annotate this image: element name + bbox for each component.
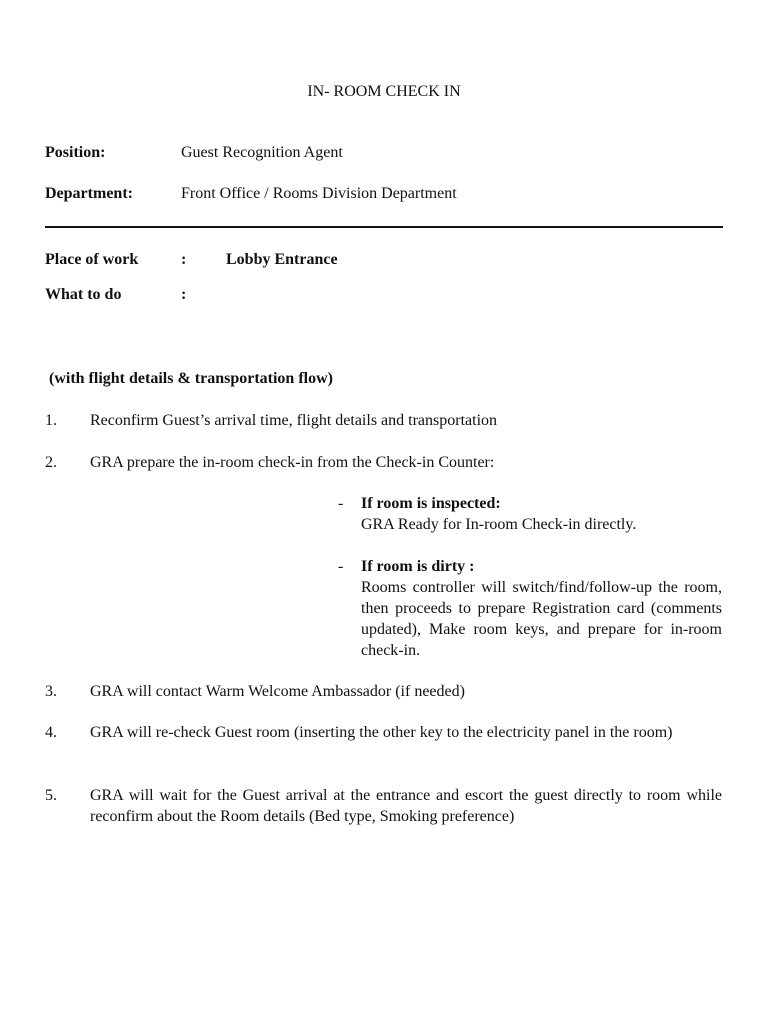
document-title: IN- ROOM CHECK IN xyxy=(307,83,461,100)
sub-item-text: GRA Ready for In-room Check-in directly. xyxy=(361,516,637,533)
place-of-work-label: Place of work xyxy=(45,251,139,268)
step-text: GRA will re-check Guest room (inserting the other key to the electricity panel in the room) xyxy=(90,724,673,741)
step-text: GRA will wait for the Guest arrival at the entrance and escort the guest directly to room while reconfirm about the Room details (Bed type, Smoking preference) xyxy=(90,787,722,825)
step-text: GRA will contact Warm Welcome Ambassador (if needed) xyxy=(90,683,465,700)
sub-item xyxy=(361,493,722,535)
position-value: Guest Recognition Agent xyxy=(181,144,343,161)
sub-item-text: Rooms controller will switch/find/follow-up the room, then proceeds to prepare Registration card (comments updated), Make room keys, and prepare for in-room check-in. xyxy=(361,579,722,659)
step-text: GRA prepare the in-room check-in from the Check-in Counter: xyxy=(90,454,495,471)
place-of-work-value: Lobby Entrance xyxy=(226,251,338,268)
sub-item-heading: If room is dirty : xyxy=(361,558,475,575)
sub-item xyxy=(361,556,722,661)
department-value: Front Office / Rooms Division Department xyxy=(181,185,457,202)
what-to-do-colon: : xyxy=(181,286,187,303)
flow-heading: (with flight details & transportation flow) xyxy=(49,370,333,387)
step-number: 5. xyxy=(45,787,57,804)
step-number: 4. xyxy=(45,724,57,741)
sub-item-heading: If room is inspected: xyxy=(361,495,501,512)
step-text: Reconfirm Guest’s arrival time, flight details and transportation xyxy=(90,412,498,429)
step-number: 3. xyxy=(45,683,57,700)
department-label: Department: xyxy=(45,185,133,202)
horizontal-divider xyxy=(45,226,723,228)
place-of-work-colon: : xyxy=(181,251,187,268)
step-number: 2. xyxy=(45,454,57,471)
what-to-do-label: What to do xyxy=(45,286,122,303)
position-label: Position: xyxy=(45,144,106,161)
sub-item-dash: - xyxy=(338,558,344,575)
step-number: 1. xyxy=(45,412,57,429)
sub-item-dash: - xyxy=(338,495,344,512)
